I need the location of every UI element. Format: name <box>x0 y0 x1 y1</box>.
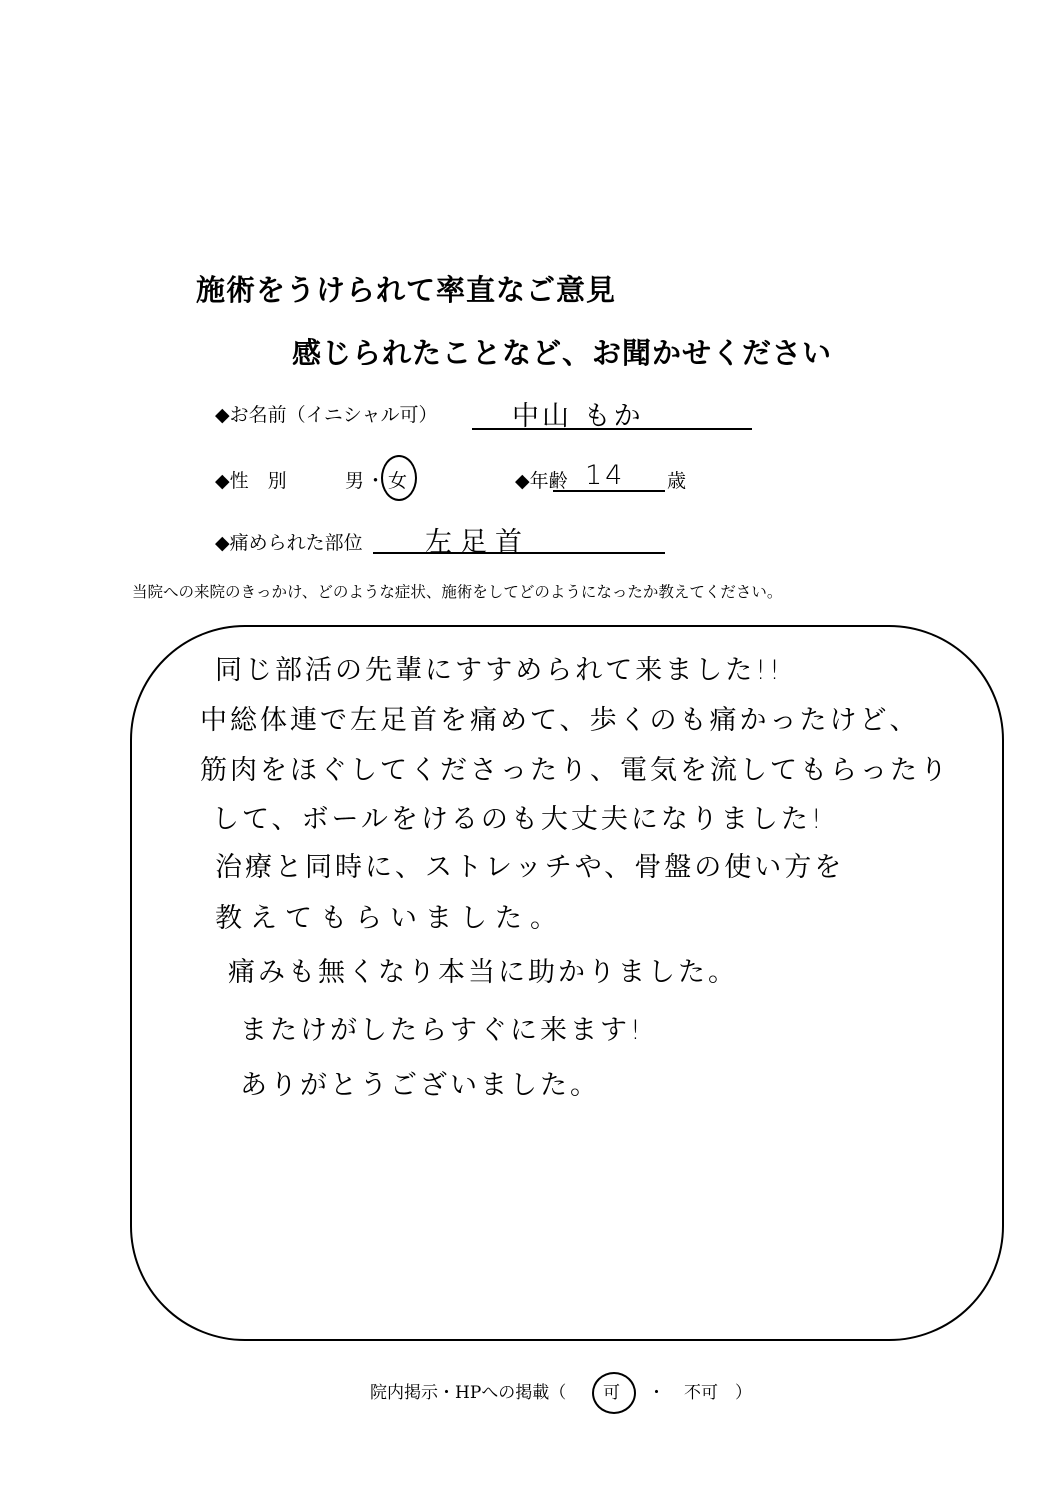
comment-line: 筋肉をほぐしてくださったり、電気を流してもらったり <box>200 755 950 786</box>
publish-separator: ・ <box>648 1383 665 1403</box>
comment-line: 中総体連で左足首を痛めて、歩くのも痛かったけど、 <box>200 705 920 736</box>
age-unit: 歳 <box>667 470 687 492</box>
comment-line: 同じ部活の先輩にすすめられて来ました!! <box>215 655 783 686</box>
gender-male-option[interactable]: 男 <box>345 470 365 492</box>
comment-line: またけがしたらすぐに来ます! <box>240 1015 644 1046</box>
publish-allowed-option[interactable]: 可 <box>603 1383 620 1403</box>
gender-female-option[interactable]: 女 <box>388 470 408 492</box>
injury-label: ◆痛められた部位 <box>215 532 363 554</box>
publish-selection-circle <box>592 1372 636 1414</box>
instruction-text: 当院への来院のきっかけ、どのような症状、施術をしてどのようになったか教えてください。 <box>132 583 783 601</box>
gender-separator: ・ <box>366 470 386 492</box>
publish-close-paren: ） <box>735 1383 752 1403</box>
comment-line: 教えてもらいました。 <box>215 903 565 934</box>
age-label: ◆年齢 <box>515 470 568 492</box>
publish-consent-label: 院内掲示・HPへの掲載（ <box>370 1383 567 1403</box>
age-value[interactable]: 14 <box>585 460 626 491</box>
injury-value[interactable]: 左足首 <box>425 527 530 558</box>
comment-line: 痛みも無くなり本当に助かりました。 <box>228 957 738 988</box>
form-title-line2: 感じられたことなど、お聞かせください <box>292 336 833 370</box>
gender-label: ◆性 別 <box>215 470 287 492</box>
gender-selection-circle <box>381 455 417 501</box>
comment-line: ありがとうございました。 <box>240 1070 600 1101</box>
name-value[interactable]: 中山 もか <box>512 401 644 432</box>
comment-line: して、ボールをけるのも大丈夫になりました! <box>212 804 825 835</box>
form-title-line1: 施術をうけられて率直なご意見 <box>196 273 617 307</box>
name-label: ◆お名前（イニシャル可） <box>215 404 438 426</box>
comment-line: 治療と同時に、ストレッチや、骨盤の使い方を <box>215 852 845 883</box>
publish-denied-option[interactable]: 不可 <box>684 1383 718 1403</box>
